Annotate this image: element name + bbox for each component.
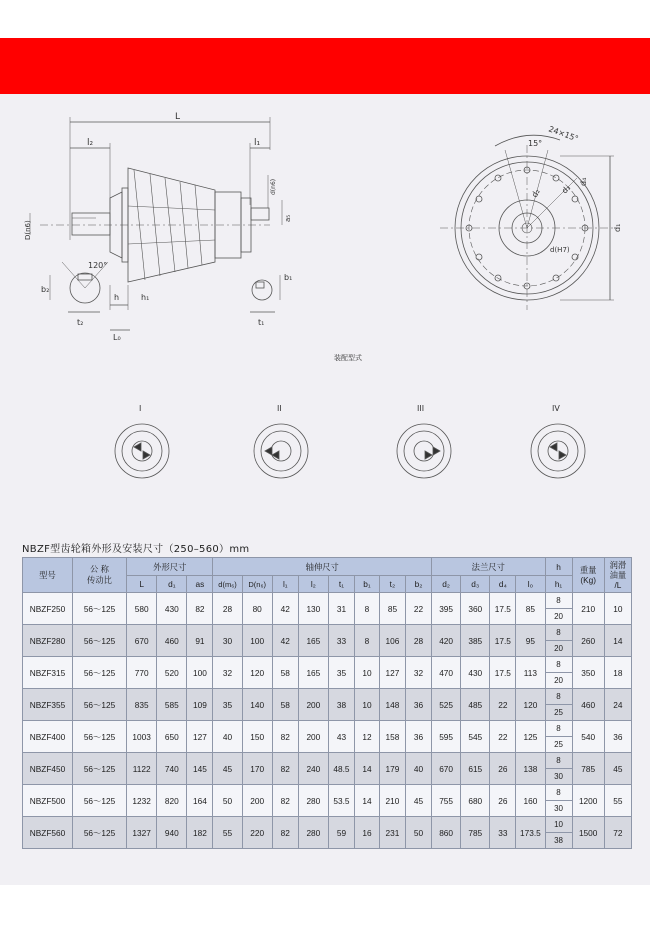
cell-ratio: 56～125 — [72, 657, 126, 689]
cell-d1: 740 — [157, 753, 187, 785]
cell-d-m6: 35 — [213, 689, 242, 721]
assembly-form-3-label: III — [417, 404, 425, 413]
cell-b1: 10 — [354, 689, 379, 721]
table-row — [23, 721, 632, 737]
label-l2: l₂ — [87, 138, 94, 148]
cell-h: 8 — [545, 689, 572, 705]
cell-l2: 130 — [298, 593, 328, 625]
label-l1: l₁ — [254, 138, 261, 148]
cell-d4: 17.5 — [490, 593, 516, 625]
header-ratio: 公 称 传动比 — [72, 558, 126, 593]
header-outline-group: 外形尺寸 — [127, 558, 213, 576]
cell-l0: 120 — [516, 689, 545, 721]
cell-d1: 940 — [157, 817, 187, 849]
cell-L: 1122 — [127, 753, 157, 785]
cell-l1: 42 — [272, 593, 298, 625]
cell-h: 8 — [545, 625, 572, 641]
cell-model: NBZF400 — [23, 721, 73, 753]
cell-h1: 20 — [545, 641, 572, 657]
cell-model: NBZF280 — [23, 625, 73, 657]
cell-l1: 82 — [272, 721, 298, 753]
cell-t2: 231 — [379, 817, 405, 849]
cell-b1: 12 — [354, 721, 379, 753]
cell-D-n6: 200 — [242, 785, 272, 817]
side-view — [30, 117, 282, 330]
header-d3: d₃ — [461, 576, 490, 593]
cell-t1: 53.5 — [328, 785, 354, 817]
label-b1: b₁ — [284, 273, 293, 282]
cell-d1: 820 — [157, 785, 187, 817]
cell-as: 145 — [187, 753, 213, 785]
cell-h1: 20 — [545, 609, 572, 625]
cell-l0: 113 — [516, 657, 545, 689]
cell-l0: 173.5 — [516, 817, 545, 849]
assembly-form-3 — [397, 424, 451, 478]
cell-b1: 8 — [354, 593, 379, 625]
cell-as: 91 — [187, 625, 213, 657]
cell-as: 82 — [187, 593, 213, 625]
cell-oil: 55 — [604, 785, 631, 817]
assembly-form-4-label: IV — [552, 404, 560, 413]
cell-t1: 33 — [328, 625, 354, 657]
header-h1: h₁ — [545, 576, 572, 593]
cell-d4: 22 — [490, 689, 516, 721]
assembly-form-2 — [254, 424, 308, 478]
cell-as: 164 — [187, 785, 213, 817]
cell-d-m6: 32 — [213, 657, 242, 689]
cell-ratio: 56～125 — [72, 721, 126, 753]
cell-weight: 260 — [572, 625, 604, 657]
cell-l1: 58 — [272, 689, 298, 721]
cell-L: 670 — [127, 625, 157, 657]
header-d1: d₁ — [157, 576, 187, 593]
cell-t2: 148 — [379, 689, 405, 721]
cell-t2: 85 — [379, 593, 405, 625]
cell-h: 10 — [545, 817, 572, 833]
cell-d2: 470 — [432, 657, 461, 689]
cell-h1: 30 — [545, 801, 572, 817]
cell-b2: 28 — [405, 625, 431, 657]
table-row — [23, 785, 632, 801]
table-row — [23, 625, 632, 641]
cell-b2: 22 — [405, 593, 431, 625]
cell-l2: 165 — [298, 625, 328, 657]
cell-b2: 36 — [405, 689, 431, 721]
label-h1: h₁ — [141, 293, 150, 302]
cell-d-m6: 28 — [213, 593, 242, 625]
cell-d2: 860 — [432, 817, 461, 849]
cell-L: 770 — [127, 657, 157, 689]
cell-D-n6: 170 — [242, 753, 272, 785]
table-row — [23, 657, 632, 673]
cell-l2: 165 — [298, 657, 328, 689]
cell-b2: 36 — [405, 721, 431, 753]
cell-L: 1327 — [127, 817, 157, 849]
cell-d-m6: 50 — [213, 785, 242, 817]
header-as: as — [187, 576, 213, 593]
cell-t1: 43 — [328, 721, 354, 753]
cell-model: NBZF355 — [23, 689, 73, 721]
header-shaft-group: 轴伸尺寸 — [213, 558, 432, 576]
cell-oil: 18 — [604, 657, 631, 689]
cell-b1: 14 — [354, 785, 379, 817]
cell-model: NBZF315 — [23, 657, 73, 689]
cell-l0: 95 — [516, 625, 545, 657]
end-view-labels — [528, 124, 622, 254]
bottom-margin — [0, 885, 650, 945]
cell-l1: 82 — [272, 785, 298, 817]
cell-d3: 615 — [461, 753, 490, 785]
cell-l2: 280 — [298, 817, 328, 849]
cell-d-m6: 40 — [213, 721, 242, 753]
cell-as: 109 — [187, 689, 213, 721]
cell-oil: 24 — [604, 689, 631, 721]
cell-h1: 30 — [545, 769, 572, 785]
cell-d2: 670 — [432, 753, 461, 785]
table-row — [23, 689, 632, 705]
cell-d3: 360 — [461, 593, 490, 625]
cell-oil: 14 — [604, 625, 631, 657]
cell-l0: 138 — [516, 753, 545, 785]
cell-h1: 38 — [545, 833, 572, 849]
label-d-H7: d(H7) — [550, 246, 570, 254]
cell-d4: 33 — [490, 817, 516, 849]
cell-b2: 45 — [405, 785, 431, 817]
table-title: NBZF型齿轮箱外形及安装尺寸（250–560）mm — [22, 544, 250, 555]
cell-d1: 520 — [157, 657, 187, 689]
header-b2: b₂ — [405, 576, 431, 593]
header-flange-group: 法兰尺寸 — [432, 558, 545, 576]
cell-h: 8 — [545, 753, 572, 769]
cell-d3: 545 — [461, 721, 490, 753]
table-body — [23, 593, 632, 849]
cell-ratio: 56～125 — [72, 625, 126, 657]
cell-h1: 25 — [545, 737, 572, 753]
cell-h: 8 — [545, 785, 572, 801]
cell-t2: 127 — [379, 657, 405, 689]
cell-d4: 17.5 — [490, 657, 516, 689]
label-a5: a₅ — [284, 214, 292, 222]
header-b1: b₁ — [354, 576, 379, 593]
cell-D-n6: 100 — [242, 625, 272, 657]
cell-weight: 460 — [572, 689, 604, 721]
cell-h: 8 — [545, 721, 572, 737]
cell-b2: 32 — [405, 657, 431, 689]
cell-d2: 595 — [432, 721, 461, 753]
cell-h: 8 — [545, 657, 572, 673]
cell-t1: 48.5 — [328, 753, 354, 785]
label-d4: d₄ — [579, 177, 588, 186]
cell-model: NBZF250 — [23, 593, 73, 625]
cell-ratio: 56～125 — [72, 593, 126, 625]
cell-d1: 650 — [157, 721, 187, 753]
table-header — [23, 558, 632, 593]
header-h: h — [545, 558, 572, 576]
cell-as: 100 — [187, 657, 213, 689]
cell-L: 580 — [127, 593, 157, 625]
cell-l1: 42 — [272, 625, 298, 657]
cell-d2: 755 — [432, 785, 461, 817]
cell-d1: 585 — [157, 689, 187, 721]
cell-d-m6: 55 — [213, 817, 242, 849]
header-t1: t₁ — [328, 576, 354, 593]
cell-l1: 82 — [272, 817, 298, 849]
label-angle-15: 15° — [528, 139, 543, 148]
cell-weight: 1500 — [572, 817, 604, 849]
header-l0: l₀ — [516, 576, 545, 593]
cell-L: 1232 — [127, 785, 157, 817]
cell-b1: 14 — [354, 753, 379, 785]
header-weight: 重量 (Kg) — [572, 558, 604, 593]
assembly-form-1 — [115, 424, 169, 478]
technical-drawing — [0, 94, 650, 544]
header-d-m6: d(m₆) — [213, 576, 242, 593]
label-bolt-pattern: 24×15° — [547, 124, 580, 144]
label-angle-120: 120° — [88, 261, 108, 270]
cell-D-n6: 140 — [242, 689, 272, 721]
cell-l2: 280 — [298, 785, 328, 817]
side-view-labels — [24, 112, 292, 342]
cell-model: NBZF500 — [23, 785, 73, 817]
cell-d3: 385 — [461, 625, 490, 657]
assembly-forms — [115, 424, 585, 478]
label-D-n6: D(n6) — [24, 220, 32, 240]
cell-l2: 240 — [298, 753, 328, 785]
cell-l0: 160 — [516, 785, 545, 817]
cell-D-n6: 80 — [242, 593, 272, 625]
label-t2: t₂ — [77, 318, 84, 327]
cell-b1: 16 — [354, 817, 379, 849]
cell-model: NBZF450 — [23, 753, 73, 785]
label-b2: b₂ — [41, 285, 50, 294]
cell-t1: 38 — [328, 689, 354, 721]
cell-oil: 36 — [604, 721, 631, 753]
cell-as: 182 — [187, 817, 213, 849]
cell-h: 8 — [545, 593, 572, 609]
cell-D-n6: 120 — [242, 657, 272, 689]
cell-d3: 485 — [461, 689, 490, 721]
cell-h1: 20 — [545, 673, 572, 689]
label-d2: d₂ — [529, 187, 542, 199]
cell-t2: 210 — [379, 785, 405, 817]
cell-D-n6: 220 — [242, 817, 272, 849]
cell-weight: 350 — [572, 657, 604, 689]
cell-d3: 430 — [461, 657, 490, 689]
cell-oil: 10 — [604, 593, 631, 625]
cell-L: 835 — [127, 689, 157, 721]
header-D-n6: D(n₆) — [242, 576, 272, 593]
cell-ratio: 56～125 — [72, 753, 126, 785]
cell-d4: 22 — [490, 721, 516, 753]
cell-d-m6: 45 — [213, 753, 242, 785]
cell-t1: 31 — [328, 593, 354, 625]
top-margin — [0, 0, 650, 38]
cell-l0: 85 — [516, 593, 545, 625]
header-l2: l₂ — [298, 576, 328, 593]
header-L: L — [127, 576, 157, 593]
cell-weight: 785 — [572, 753, 604, 785]
cell-d2: 420 — [432, 625, 461, 657]
cell-d1: 430 — [157, 593, 187, 625]
dimension-table — [22, 557, 632, 849]
header-l1: l₁ — [272, 576, 298, 593]
assembly-form-4 — [531, 424, 585, 478]
cell-ratio: 56～125 — [72, 817, 126, 849]
cell-l2: 200 — [298, 689, 328, 721]
cell-t1: 35 — [328, 657, 354, 689]
cell-d2: 525 — [432, 689, 461, 721]
cell-t2: 179 — [379, 753, 405, 785]
cell-ratio: 56～125 — [72, 785, 126, 817]
table-row — [23, 753, 632, 769]
end-view — [440, 135, 614, 310]
cell-l0: 125 — [516, 721, 545, 753]
cell-b2: 50 — [405, 817, 431, 849]
cell-d-m6: 30 — [213, 625, 242, 657]
cell-h1: 25 — [545, 705, 572, 721]
assembly-form-2-label: II — [277, 404, 282, 413]
cell-d2: 395 — [432, 593, 461, 625]
cell-d3: 680 — [461, 785, 490, 817]
cell-oil: 45 — [604, 753, 631, 785]
header-d4: d₄ — [490, 576, 516, 593]
header-oil: 润滑 油量 /L — [604, 558, 631, 593]
cell-D-n6: 150 — [242, 721, 272, 753]
cell-L: 1003 — [127, 721, 157, 753]
cell-d4: 26 — [490, 753, 516, 785]
assembly-form-labels — [139, 404, 560, 413]
cell-d4: 26 — [490, 785, 516, 817]
cell-t1: 59 — [328, 817, 354, 849]
cell-l2: 200 — [298, 721, 328, 753]
label-L: L — [175, 112, 181, 122]
table-row — [23, 593, 632, 609]
table-row — [23, 817, 632, 833]
cell-t2: 158 — [379, 721, 405, 753]
cell-model: NBZF560 — [23, 817, 73, 849]
cell-b2: 40 — [405, 753, 431, 785]
cell-l1: 82 — [272, 753, 298, 785]
label-d1: d₁ — [613, 223, 622, 232]
red-header-band — [0, 38, 650, 94]
cell-b1: 8 — [354, 625, 379, 657]
assembly-form-1-label: I — [139, 404, 142, 413]
header-d2: d₂ — [432, 576, 461, 593]
label-d3: d₃ — [560, 183, 573, 196]
cell-d3: 785 — [461, 817, 490, 849]
cell-d1: 460 — [157, 625, 187, 657]
label-t1: t₁ — [258, 318, 265, 327]
assembly-title: 装配型式 — [334, 354, 362, 362]
label-d-n6: d(n6) — [270, 178, 277, 195]
cell-weight: 540 — [572, 721, 604, 753]
header-model: 型号 — [23, 558, 73, 593]
label-L0: L₀ — [113, 333, 121, 342]
cell-t2: 106 — [379, 625, 405, 657]
header-t2: t₂ — [379, 576, 405, 593]
cell-weight: 210 — [572, 593, 604, 625]
cell-l1: 58 — [272, 657, 298, 689]
cell-ratio: 56～125 — [72, 689, 126, 721]
cell-as: 127 — [187, 721, 213, 753]
label-h: h — [114, 293, 120, 302]
cell-weight: 1200 — [572, 785, 604, 817]
cell-oil: 72 — [604, 817, 631, 849]
cell-d4: 17.5 — [490, 625, 516, 657]
cell-b1: 10 — [354, 657, 379, 689]
